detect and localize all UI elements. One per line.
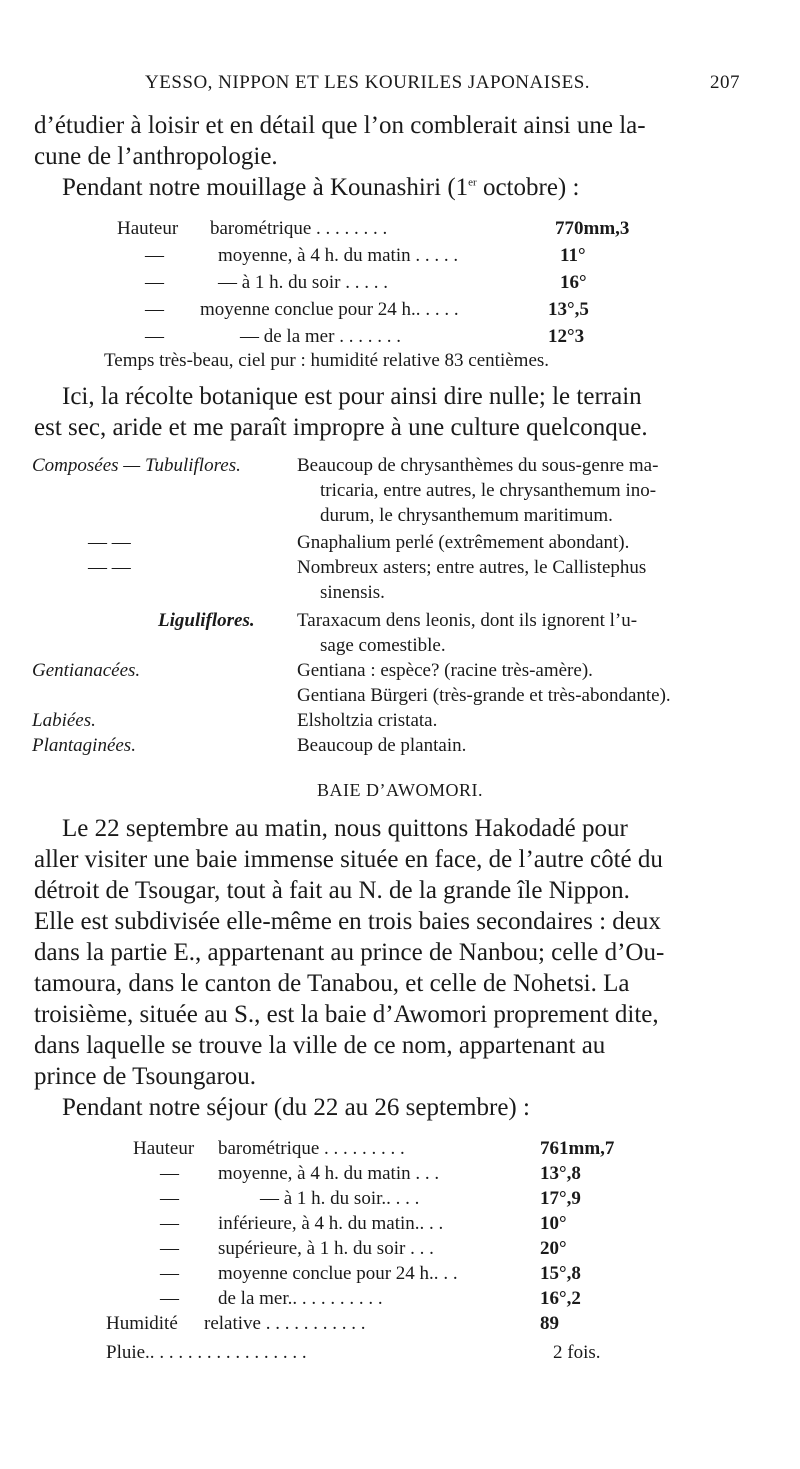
para2-line2: est sec, aride et me paraît impropre à une culture quelconque. — [34, 414, 648, 441]
t2-row2-label: — — [160, 1163, 179, 1184]
t2-row8-value: 89 — [540, 1313, 559, 1334]
botany-family-composees: Composées — Tubuliflores. — [32, 455, 241, 476]
t2-row6-label: — — [160, 1263, 179, 1284]
botany-entry-text: sage comestible. — [320, 635, 446, 656]
t1-row3-value: 16° — [560, 272, 587, 293]
para3-line2: aller visiter une baie immense située en face, de l’autre côté du — [34, 846, 663, 873]
t1-weather-note: Temps très-beau, ciel pur : humidité relative 83 centièmes. — [104, 350, 550, 371]
t2-row4-desc: inférieure, à 4 h. du matin.. . . — [218, 1213, 444, 1234]
t2-row3-label: — — [160, 1188, 179, 1209]
t2-row9-value: 2 fois. — [553, 1342, 601, 1363]
botany-family-labiees: Labiées. — [32, 710, 96, 731]
t1-row1-value: 770mm,3 — [555, 218, 630, 239]
t1-row5-value: 12°3 — [548, 326, 585, 347]
t2-row6-desc: moyenne conclue pour 24 h.. . . — [218, 1263, 458, 1284]
botany-entry-text: Beaucoup de chrysanthèmes du sous-genre ma- — [297, 455, 659, 476]
t1-row2-label: — — [145, 245, 164, 266]
t2-row8-desc: relative . . . . . . . . . . . — [204, 1313, 366, 1334]
botany-entry-text: tricaria, entre autres, le chrysanthemum ino- — [320, 480, 657, 501]
t1-row1-desc: barométrique . . . . . . . . — [210, 218, 388, 239]
t1-row4-label: — — [145, 299, 164, 320]
botany-ditto: — — — [88, 557, 131, 578]
t1-row5-label: — — [145, 326, 164, 347]
running-header — [145, 72, 740, 94]
t2-row3-desc: — à 1 h. du soir.. . . . — [260, 1188, 420, 1209]
botany-entry-text: Elsholtzia cristata. — [297, 710, 438, 731]
t2-row7-label: — — [160, 1288, 179, 1309]
para3-line5: dans la partie E., appartenant au prince de Nanbou; celle d’Ou- — [34, 939, 665, 966]
t2-row5-value: 20° — [540, 1238, 567, 1259]
t1-row3-label: — — [145, 272, 164, 293]
botany-ditto: — — — [88, 532, 131, 553]
botany-entry-text: durum, le chrysanthemum maritimum. — [320, 505, 613, 526]
para3-line9: prince de Tsoungarou. — [34, 1063, 257, 1090]
para3-line6: tamoura, dans le canton de Tanabou, et celle de Nohetsi. La — [34, 970, 630, 997]
para1-line1: d’étudier à loisir et en détail que l’on comblerait ainsi une la- — [34, 112, 646, 139]
t2-row5-label: — — [160, 1238, 179, 1259]
t2-row3-value: 17°,9 — [540, 1188, 581, 1209]
t2-row6-value: 15°,8 — [540, 1263, 581, 1284]
t1-row1-label: Hauteur — [117, 218, 179, 239]
t2-row1-label: Hauteur — [133, 1138, 195, 1159]
t2-row5-desc: supérieure, à 1 h. du soir . . . — [218, 1238, 434, 1259]
t2-row2-desc: moyenne, à 4 h. du matin . . . — [218, 1163, 440, 1184]
para3-line3: détroit de Tsougar, tout à fait au N. de la grande île Nippon. — [34, 877, 630, 904]
botany-entry-text: Beaucoup de plantain. — [297, 735, 467, 756]
t1-row2-value: 11° — [560, 245, 586, 266]
para1-line3: Pendant notre mouillage à Kounashiri (1er octobre) : — [62, 174, 580, 201]
t2-row9-label: Pluie.. . . . . . . . . . . . . . . . . — [106, 1342, 307, 1363]
para3-line10: Pendant notre séjour (du 22 au 26 septembre) : — [62, 1094, 530, 1121]
t2-row7-value: 16°,2 — [540, 1288, 581, 1309]
page-number: 207 — [710, 72, 740, 93]
running-title: YESSO, NIPPON ET LES KOURILES JAPONAISES. — [145, 72, 591, 93]
botany-family-plantaginees: Plantaginées. — [32, 735, 136, 756]
botany-entry-text: Taraxacum dens leonis, dont ils ignorent l’u- — [297, 610, 638, 631]
t1-row5-desc: — de la mer . . . . . . . — [240, 326, 401, 347]
t1-row2-desc: moyenne, à 4 h. du matin . . . . . — [218, 245, 459, 266]
botany-entry-text: Nombreux asters; entre autres, le Callistephus — [297, 557, 647, 578]
t2-row8-label: Humidité — [106, 1313, 178, 1334]
t1-row3-desc: — à 1 h. du soir . . . . . — [218, 272, 388, 293]
t2-row7-desc: de la mer.. . . . . . . . . . — [218, 1288, 383, 1309]
t2-row1-desc: barométrique . . . . . . . . . — [218, 1138, 405, 1159]
botany-entry-text: Gentiana Bürgeri (très-grande et très-abondante). — [297, 685, 671, 706]
para3-line7: troisième, située au S., est la baie d’Awomori proprement dite, — [34, 1001, 659, 1028]
botany-entry-text: Gnaphalium perlé (extrêmement abondant). — [297, 532, 630, 553]
botany-family-gentianacees: Gentianacées. — [32, 660, 141, 681]
t2-row4-value: 10° — [540, 1213, 567, 1234]
section-title: BAIE D’AWOMORI. — [316, 780, 484, 800]
t2-row4-label: — — [160, 1213, 179, 1234]
t1-row4-desc: moyenne conclue pour 24 h.. . . . . — [200, 299, 459, 320]
para3-line4: Elle est subdivisée elle-même en trois baies secondaires : deux — [34, 908, 661, 935]
t2-row1-value: 761mm,7 — [540, 1138, 615, 1159]
para3-line8: dans laquelle se trouve la ville de ce nom, appartenant au — [34, 1032, 606, 1059]
t1-row4-value: 13°,5 — [548, 299, 589, 320]
botany-entry-text: sinensis. — [320, 582, 385, 603]
para1-line2: cune de l’anthropologie. — [34, 143, 278, 170]
t2-row2-value: 13°,8 — [540, 1163, 581, 1184]
botany-entry-text: Gentiana : espèce? (racine très-amère). — [297, 660, 593, 681]
botany-family-liguliflores: Liguliflores. — [158, 610, 255, 631]
para2-line1: Ici, la récolte botanique est pour ainsi dire nulle; le terrain — [62, 383, 642, 410]
para3-line1: Le 22 septembre au matin, nous quittons Hakodadé pour — [62, 815, 628, 842]
